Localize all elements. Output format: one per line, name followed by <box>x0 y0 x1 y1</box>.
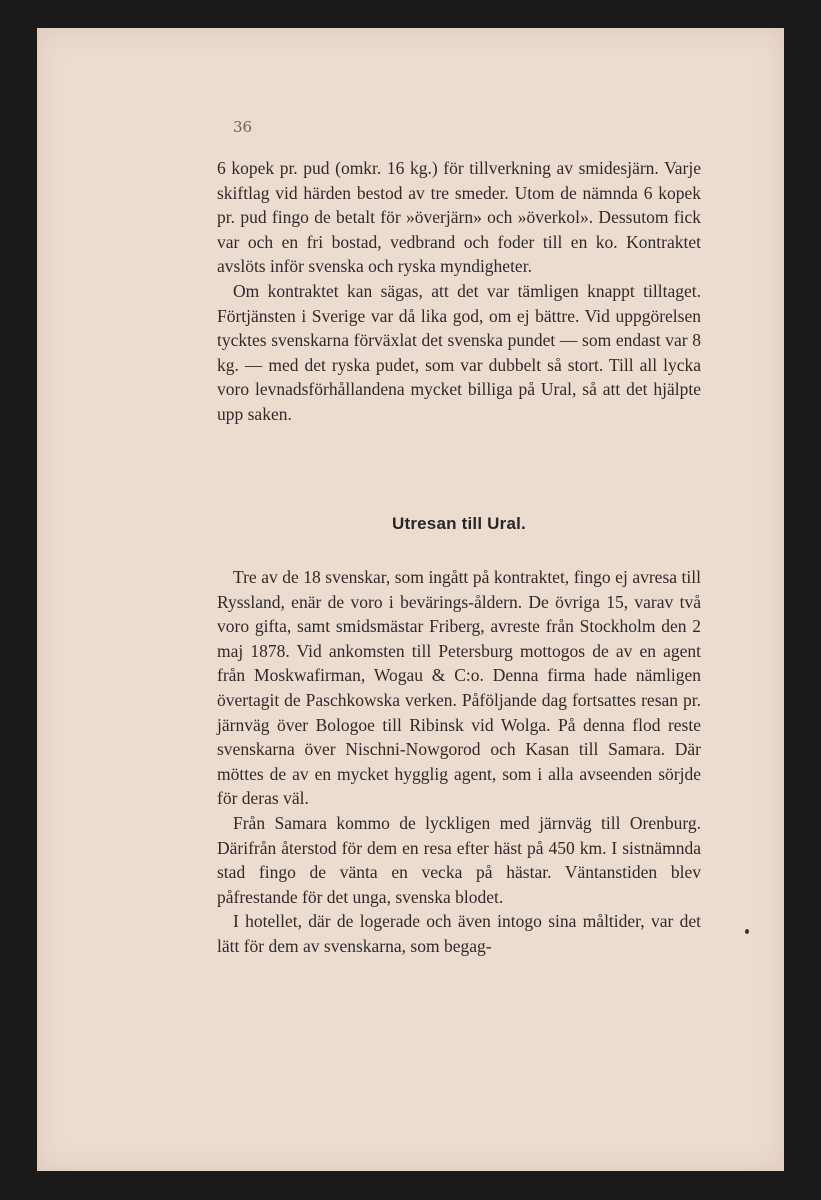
page-number: 36 <box>233 118 253 136</box>
section-heading: Utresan till Ural. <box>392 514 526 533</box>
paragraph: Om kontraktet kan sägas, att det var tämligen knappt tilltaget. Förtjänsten i Sverige var då lika god, om ej bättre. Vid uppgörelsen tycktes svenskarna förväxlat det svenska pundet — som endast var 8 kg. — med det ryska pudet, som var dubbelt så stort. Till all lycka voro levnadsförhållandena mycket billiga på Ural, så att det hjälpte upp saken. <box>217 280 701 424</box>
ink-speck <box>745 929 749 934</box>
paragraph: Från Samara kommo de lyckligen med järnväg till Orenburg. Därifrån återstod för dem en resa efter häst på 450 km. I sistnämnda stad fingo de vänta en vecka på hästar. Väntanstiden blev påfrestande för det unga, svenska blodet. <box>217 812 701 907</box>
paragraph: I hotellet, där de logerade och även intogo sina måltider, var det lätt för dem av svenskarna, som begag- <box>217 911 701 956</box>
text-block-top <box>217 156 701 427</box>
paragraph: 6 kopek pr. pud (omkr. 16 kg.) för tillverkning av smidesjärn. Varje skiftlag vid härden bestod av tre smeder. Utom de nämnda 6 kopek pr. pud fingo de betalt för »överjärn» och »överkol». Dessutom fick var och en fri bostad, vedbrand och foder till en ko. Kontraktet avslöts inför svenska och ryska myndigheter. <box>217 158 701 277</box>
paragraph: Tre av de 18 svenskar, som ingått på kontraktet, fingo ej avresa till Ryssland, enär de voro i bevärings-åldern. De övriga 15, varav två voro gifta, samt smidsmästar Friberg, avreste från Stockholm den 2 maj 1878. Vid ankomsten till Petersburg mottogos de av en agent från Moskwafirman, Wogau & C:o. Denna firma hade nämligen övertagit de Paschkowska verken. Påföljande dag fortsattes resan pr. järnväg över Bologoe till Ribinsk vid Wolga. På denna flod reste svenskarna över Nischni-Nowgorod och Kasan till Samara. Där möttes de av en mycket hygglig agent, som i alla avseenden sörjde för deras väl. <box>217 567 701 809</box>
text-block-bottom <box>217 565 701 959</box>
book-page <box>37 28 784 1171</box>
